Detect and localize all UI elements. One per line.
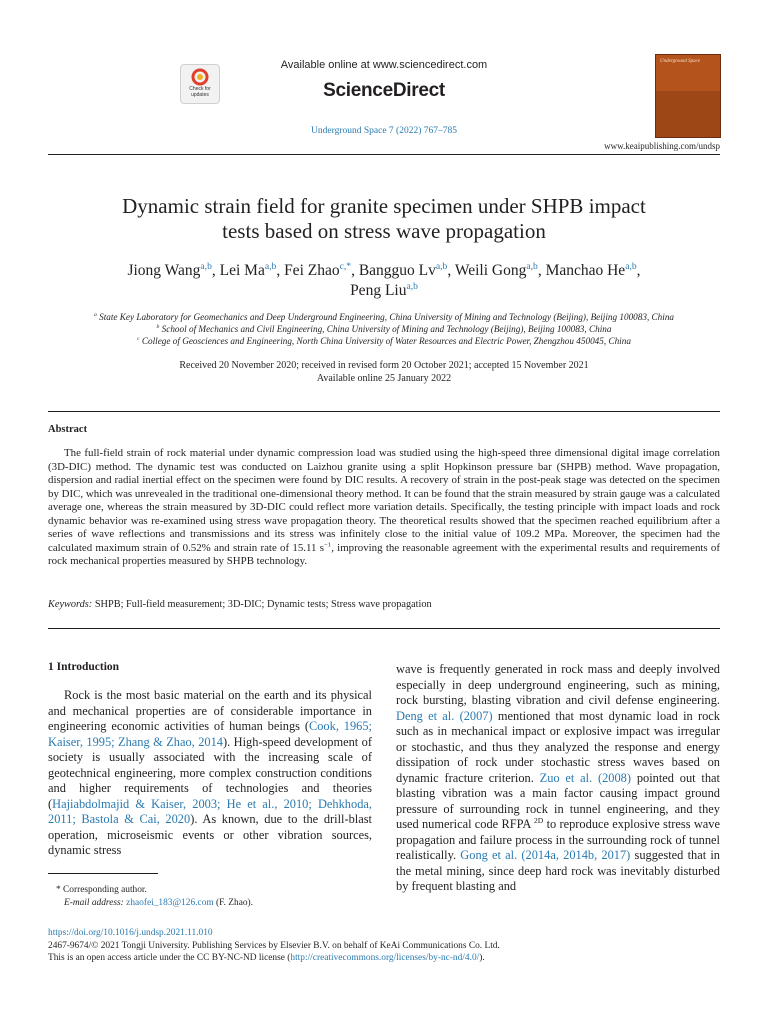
affiliation-list [30,311,738,347]
abstract-top-rule [48,411,720,412]
doi-link[interactable]: https://doi.org/10.1016/j.undsp.2021.11.010 [48,928,213,938]
affiliation-item: $^b$ School of Mechanics and Civil Engineering, China University of Mining and Technology (Beijing), Beijing 100083, China [156,323,612,334]
email-note: E-mail address: zhaofei_183@126.com (F. Zhao). [64,898,254,908]
badge-label-1: Check for [189,86,211,92]
footnote [48,884,378,910]
abstract-body: The full-field strain of rock material under dynamic compression load was studied using the high-speed three dimensional digital image correlation (3D-DIC) method. The dynamic test was conducted on Laizhou granite using a split Hopkinson pressure bar (SHPB) method. Wave propagation, dispersion and radial inertial effect on the specimen were found by DIC results. A recovery of strain in the post-peak stage was detected on the specimen by DIC, which was unrevealed in the traditional one-dimensional theory method. It can be found that the strain measured by strain gauge was a calculated average one, whereas the strain measured by 3D-DIC could reflect more variation details. Specifically, the testing principle with impact loads and rock dynamic behavior was re-examined using stress wave propagation theory. The theoretical results showed that the specimen reached equilibrium after a series of wave reflections and transmissions and its stress was infinitely close to the initial value of 109.2 MPa. Moreover, the specimen had the calculated maximum strain of 0.52% and strain rate of 15.11 $s^{-1}$, improving the reasonable agreement with the experimental results and requirements of rock mechanical properties measured by SHPB technology. [48,447,721,567]
journal-cover-image [655,54,721,138]
article-dates [48,359,720,385]
copyright-line: 2467-9674/© 2021 Tongji University. Publishing Services by Elsevier B.V. on behalf of KeAi Communications Co. Ltd. [48,940,500,951]
citation-link[interactable]: Gong et al. (2014a, 2014b, 2017) [460,848,631,862]
abstract-bottom-rule [48,628,720,629]
badge-label-2: updates [191,92,209,98]
article-title [48,194,720,244]
keywords-line [48,599,720,610]
author-name[interactable]: Peng Liu [350,282,407,299]
intro-left-column [48,688,372,859]
journal-reference-link[interactable]: Underground Space 7 (2022) 767–785 [311,126,457,136]
author-name[interactable]: Jiong Wang [127,262,201,279]
author-affiliation-mark[interactable]: a,b [625,260,637,272]
keywords-list: SHPB; Full-field measurement; 3D-DIC; Dynamic tests; Stress wave propagation [94,599,432,610]
author-name[interactable]: Weili Gong [454,262,527,279]
affiliation-item: $^c$ College of Geosciences and Engineering, North China University of Water Resources and Electric Power, Zhengzhou 450045, China [137,335,631,346]
header-rule [48,154,720,155]
sciencedirect-logo[interactable]: ScienceDirect [323,80,445,101]
title-line-1: Dynamic strain field for granite specimen under SHPB impact [122,194,646,218]
affiliation-item: $^a$ State Key Laboratory for Geomechanics and Deep Underground Engineering, China University of Mining and Technology (Beijing), Beijing 100083, China [93,311,675,322]
author-affiliation-mark[interactable]: a,b [526,260,538,272]
author-affiliation-mark[interactable]: a,b [264,260,277,272]
page-footer [48,927,728,965]
author-affiliation-mark[interactable]: a,b [435,260,448,272]
corresponding-author-note: * Corresponding author. [56,885,147,895]
author-name[interactable]: Bangguo Lv [358,262,436,279]
citation-link[interactable]: Hajiabdolmajid & Kaiser, 2003; He et al., 2010; Dehkhoda, 2011; Bastola & Cai, 2020 [48,796,372,826]
abstract-heading: Abstract [48,424,88,435]
title-line-2: tests based on stress wave propagation [222,219,546,243]
citation-link[interactable]: Zuo et al. (2008) [539,770,632,785]
citation-link[interactable]: Cook, 1965; Kaiser, 1995; Zhang & Zhao, 2014 [48,719,372,749]
cover-artwork [656,91,720,137]
email-link[interactable]: zhaofei_183@126.com [126,898,214,908]
author-affiliation-mark[interactable]: c,* [339,260,352,272]
license-line: This is an open access article under the CC BY-NC-ND license (http://creativecommons.org/licenses/by-nc-nd/4.0/). [48,953,485,963]
check-for-updates-badge[interactable] [180,64,220,104]
intro-paragraph-right: wave is frequently generated in rock mass and deeply involved especially in deep underground engineering, such as mining, rock bursting, blasting vibration and civil defense engineering. Deng et al. (2007) mentioned that most dynamic load in rock such as in mechanical impact or explosive impact was irregular or stochastic, and thus they analyzed the response and energy dissipation of rock under stochastic stress waves based on dynamic fracture criterion. Zuo et al. (2008) pointed out that blasting vibration was a main factor causing impact ground pressure of surrounding rock in tunnel engineering, and they used numerical code RFPA $^{2D}$ to reproduce explosive stress wave propagation and failure process in the surrounding rock of tunnel realistically. Gong et al. (2014a, 2014b, 2017) suggested that in the metal mining, since deep hard rock was inevitably disturbed by frequent blasting and [396,662,720,893]
received-dates: Received 20 November 2020; received in revised form 20 October 2021; accepted 15 November 2021 [179,360,589,371]
section-heading-introduction: 1 Introduction [48,661,120,673]
author-affiliation-mark[interactable]: a,b [406,280,418,292]
license-link[interactable]: http://creativecommons.org/licenses/by-nc-nd/4.0/ [290,953,480,963]
author-name[interactable]: Manchao He [545,262,626,279]
footnote-rule [48,873,158,874]
cover-title: Underground Space [660,59,701,64]
publisher-url[interactable]: www.keaipublishing.com/undsp [604,141,720,151]
available-online-text: Available online at www.sciencedirect.com [280,59,488,71]
author-name[interactable]: Lei Ma [219,262,265,279]
author-list: Jiong Wang$^{a,b}$, Lei Ma$^{a,b}$, Fei Zhao$^{c,*}$, Bangguo Lv$^{a,b}$, Weili Gong$^{a,b}$, Manchao He$^{a,b}$, Peng Liu$^{a,b}$ [127,260,641,299]
intro-right-column [396,662,720,895]
available-online-date: Available online 25 January 2022 [316,373,452,384]
keywords-label: Keywords: [48,599,93,610]
author-name[interactable]: Fei Zhao [284,262,340,279]
author-affiliation-mark[interactable]: a,b [200,260,212,272]
citation-link[interactable]: Deng et al. (2007) [396,708,493,723]
intro-paragraph-left: Rock is the most basic material on the earth and its physical and mechanical properties are of considerable importance in engineering economic activities of human beings (Cook, 1965; Kaiser, 1995; Zhang & Zhao, 2014). High-speed development of society is usually associated with the increasing scale of geotechnical engineering, more complex construction conditions and higher requirements of technologies and theories (Hajiabdolmajid & Kaiser, 2003; He et al., 2010; Dehkhoda, 2011; Bastola & Cai, 2020). As known, due to the drill-blast operation, microseismic events or other vibration sources, dynamic stress [48,688,372,857]
